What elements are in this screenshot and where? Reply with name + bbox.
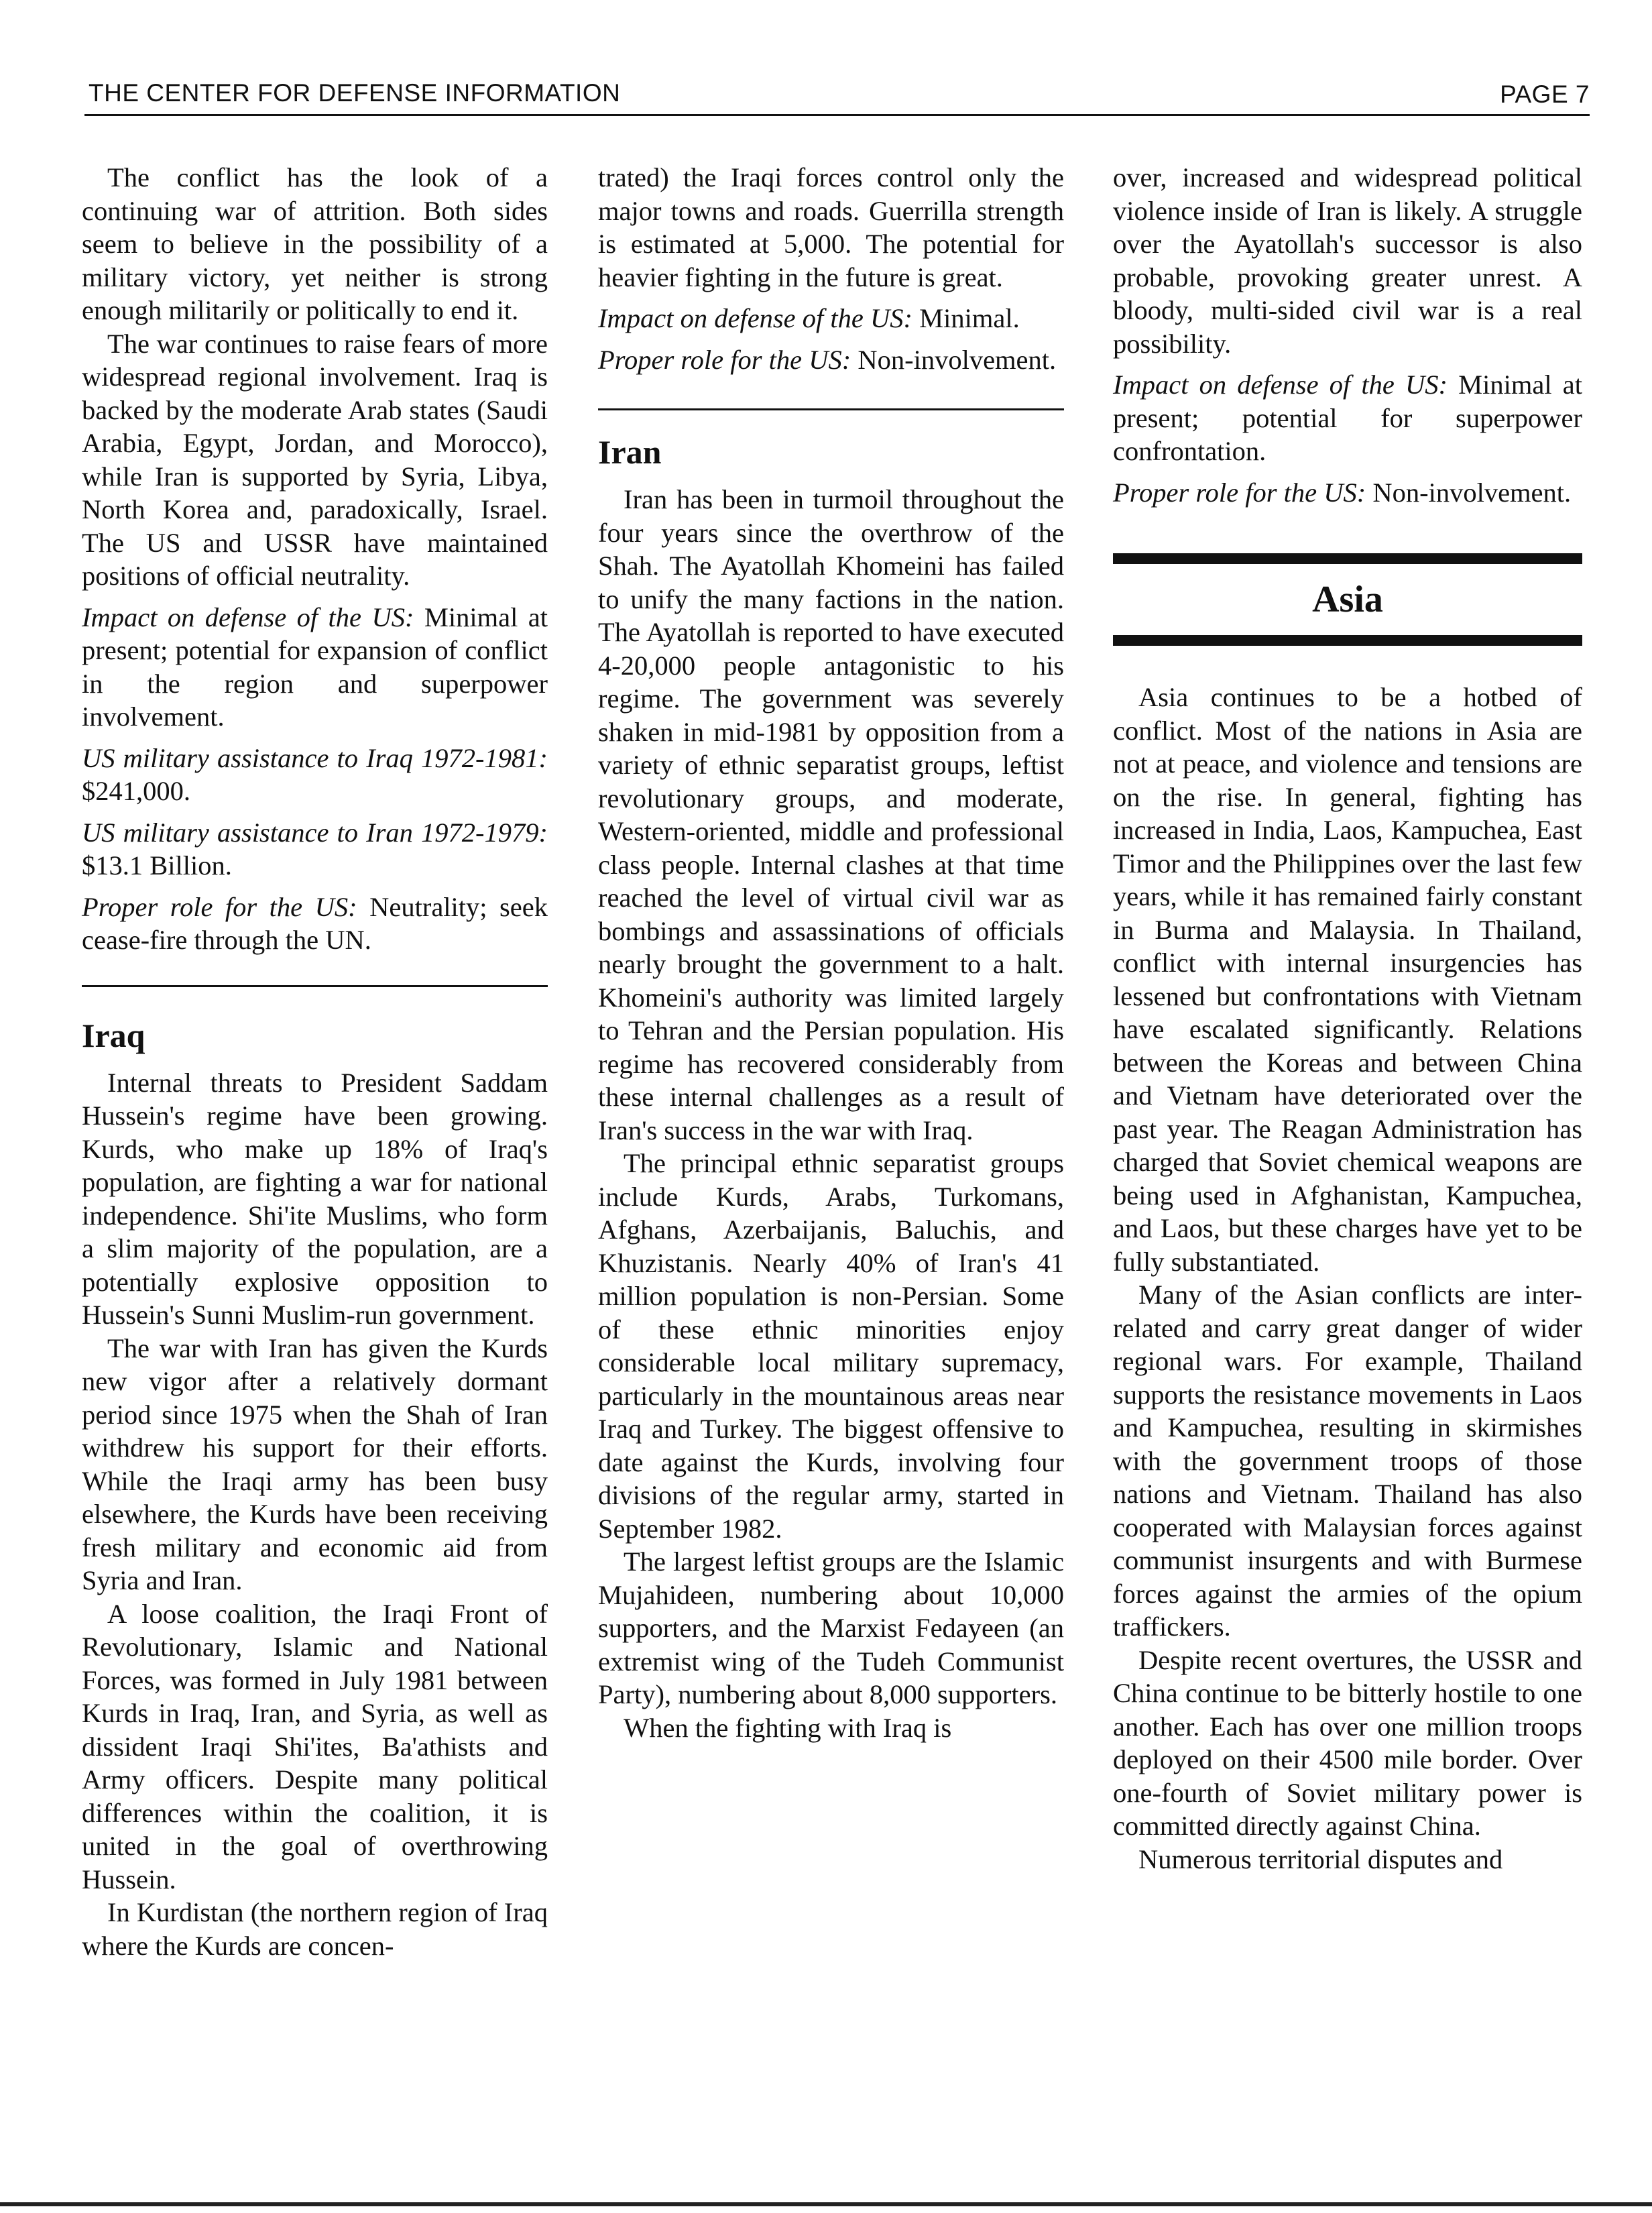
asia-banner	[1113, 553, 1582, 646]
impact-note: Impact on defense of the US: Minimal at present; potential for expansion of conflict in the region and superpower involvement.	[82, 602, 548, 732]
page-header	[84, 76, 1590, 114]
paragraph: over, increased and widespread political violence inside of Iran is likely. A struggle over the Ayatollah's successor is also probable, provoking greater unrest. A bloody, multi-sided civil war is a real possibility.	[1113, 162, 1582, 359]
paragraph: trated) the Iraqi forces control only the major towns and roads. Guerrilla strength is estimated at 5,000. The potential for heavier fighting in the future is great.	[598, 162, 1064, 292]
page-number: PAGE 7	[1500, 80, 1590, 108]
paragraph: Numerous territorial disputes and	[1138, 1843, 1503, 1874]
section-divider	[82, 985, 548, 987]
aid-iraq-note: US military assistance to Iraq 1972-1981: $241,000.	[82, 742, 548, 806]
role-note: Proper role for the US: Neutrality; seek cease-fire through the UN.	[82, 891, 548, 955]
paragraph: The conflict has the look of a continuing war of attrition. Both sides seem to believe in the possibility of a military victory, yet neither is strong enough militarily or politically to end it.	[82, 162, 548, 325]
role-note: Proper role for the US: Non-involvement.	[1113, 477, 1572, 508]
paragraph: Iran has been in turmoil throughout the four years since the overthrow of the Shah. The Ayatollah Khomeini has failed to unify the many factions in the nation. The Ayatollah is reported to have executed 4-20,000 people antagonistic to his regime. The government was severely shaken in mid-1981 by opposition from a variety of ethnic separatist groups, leftist revolutionary groups, and moderate, Western-oriented, middle and professional class people. Internal clashes at that time reached the level of virtual civil war as bombings and assassinations of officials nearly brought the government to a halt. Khomeini's authority was limited largely to Tehran and the Persian population. His regime has recovered considerably from these internal challenges as a result of Iran's success in the war with Iraq.	[598, 484, 1064, 1145]
column-1	[82, 161, 548, 1962]
paragraph: In Kurdistan (the northern region of Iraq where the Kurds are concen-	[82, 1897, 548, 1961]
paragraph: When the fighting with Iraq is	[624, 1712, 952, 1743]
page-bottom-edge	[0, 2202, 1652, 2206]
paragraph: Many of the Asian conflicts are inter-related and carry great danger of wider regional wars. For example, Thailand supports the resistance movements in Laos and Kampuchea, resulting in skirmishes with the government troops of those nations and Vietnam. Thailand has also cooperated with Malaysian forces against communist insurgents and with Burmese forces against the armies of the opium traffickers.	[1113, 1280, 1582, 1642]
section-heading-asia: Asia	[1312, 579, 1383, 620]
paragraph: A loose coalition, the Iraqi Front of Revolutionary, Islamic and National Forces, was formed in July 1981 between Kurds in Iraq, Iran, and Syria, as well as dissident Iraqi Shi'ites, Ba'athists and Army officers. Despite many political differences within the coalition, it is united in the goal of overthrowing Hussein.	[82, 1598, 548, 1894]
paragraph: Internal threats to President Saddam Hussein's regime have been growing. Kurds, who make up 18% of Iraq's population, are fighting a war for national independence. Shi'ite Muslims, who form a slim majority of the population, are a potentially explosive opposition to Hussein's Sunni Muslim-run government.	[82, 1067, 548, 1330]
impact-note: Impact on defense of the US: Minimal at present; potential for superpower confrontation.	[1113, 370, 1582, 466]
section-heading-iraq: Iraq	[82, 1016, 145, 1054]
paragraph: The largest leftist groups are the Islamic Mujahideen, numbering about 10,000 supporters, and the Marxist Fedayeen (an extremist wing of the Tudeh Communist Party), numbering about 8,000 supporters.	[598, 1546, 1064, 1709]
aid-iran-note: US military assistance to Iran 1972-1979: $13.1 Billion.	[82, 817, 548, 881]
header-rule	[84, 114, 1590, 116]
paragraph: The war continues to raise fears of more widespread regional involvement. Iraq is backed by the moderate Arab states (Saudi Arabia, Egypt, Jordan, and Morocco), while Iran is supported by Syria, Libya, North Korea and, paradoxically, Israel. The US and USSR have maintained positions of official neutrality.	[82, 328, 548, 591]
impact-note: Impact on defense of the US: Minimal.	[598, 303, 1020, 333]
paragraph: Despite recent overtures, the USSR and China continue to be bitterly hostile to one another. Each has over one million troops deployed on their 4500 mile border. Over one-fourth of Soviet military power is committed directly against China.	[1113, 1644, 1582, 1841]
banner-top-bar	[1113, 553, 1582, 564]
banner-bottom-bar	[1113, 635, 1582, 646]
paragraph: The war with Iran has given the Kurds new vigor after a relatively dormant period since 1975 when the Shah of Iran withdrew his support for their efforts. While the Iraqi army has been busy elsewhere, the Kurds have been receiving fresh military and economic aid from Syria and Iran.	[82, 1332, 548, 1595]
column-2	[598, 161, 1064, 1744]
paragraph: Asia continues to be a hotbed of conflict. Most of the nations in Asia are not at peace, and violence and tensions are on the rise. In general, fighting has increased in India, Laos, Kampuchea, East Timor and the Philippines over the last few years, while it has remained fairly constant in Burma and Malaysia. In Thailand, conflict with internal insurgencies has lessened but confrontations with Vietnam have escalated significantly. Relations between the Koreas and between China and Vietnam have deteriorated over the past year. The Reagan Administration has charged that Soviet chemical weapons are being used in Afghanistan, Kampuchea, and Laos, but these charges have yet to be fully substantiated.	[1113, 682, 1582, 1277]
role-note: Proper role for the US: Non-involvement.	[598, 344, 1057, 375]
publication-title: THE CENTER FOR DEFENSE INFORMATION	[88, 79, 621, 107]
paragraph: The principal ethnic separatist groups include Kurds, Arabs, Turkomans, Afghans, Azerbaijanis, Baluchis, and Khuzistanis. Nearly 40% of Iran's 41 million population is non-Persian. Some of these ethnic minorities enjoy considerable local military supremacy, particularly in the mountainous areas near Iraq and Turkey. The biggest offensive to date against the Kurds, involving four divisions of the regular army, started in September 1982.	[598, 1148, 1064, 1544]
section-divider	[598, 408, 1064, 410]
column-3	[1113, 161, 1582, 1876]
section-heading-iran: Iran	[598, 433, 662, 471]
